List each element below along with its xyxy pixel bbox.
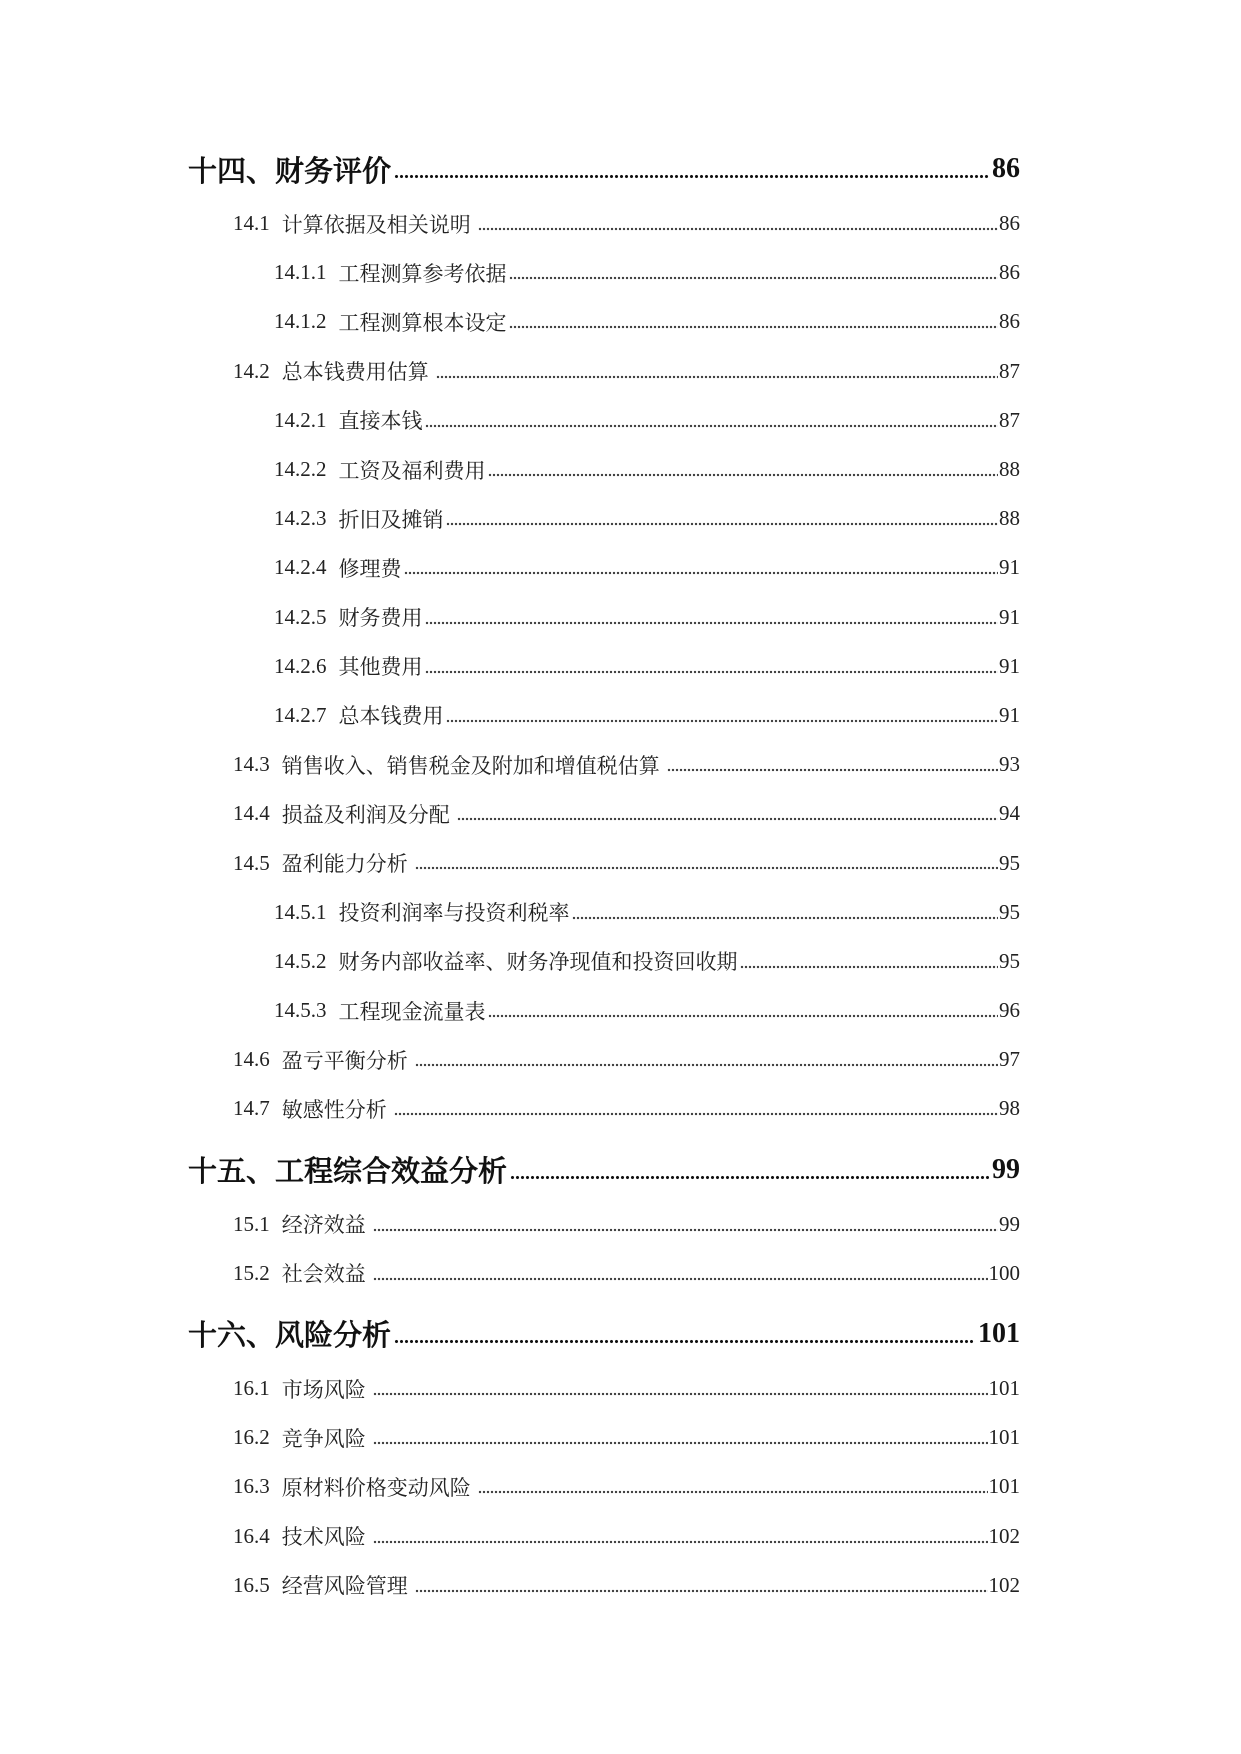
entry-number: 14.5.1 [274,899,327,924]
entry-number: 14.2.6 [274,653,327,678]
dot-leader [415,1561,988,1610]
toc-entry [188,543,1020,592]
toc-entry [188,1249,1020,1298]
page-number: 101 [978,1317,1020,1349]
entry-title: 损益及利润及分配 [281,802,450,827]
dot-leader [436,347,998,396]
toc-entry [188,1364,1020,1413]
page-number: 88 [999,457,1020,482]
entry-number: 14.2.3 [274,506,327,531]
dot-leader [446,494,999,543]
toc-entry [188,740,1020,789]
page-number: 95 [999,899,1020,924]
dot-leader [510,1140,989,1200]
heading-title: 十六、风险分析 [188,1318,392,1353]
dot-leader [394,1084,998,1133]
dot-leader [373,1249,988,1298]
entry-number: 14.1.1 [274,260,327,285]
entry-title: 工程测算根本设定 [338,310,507,335]
dot-leader [394,139,989,199]
entry-title: 原材料价格变动风险 [281,1475,471,1500]
toc-entry [188,888,1020,937]
entry-number: 15.2 [233,1260,270,1285]
page-number: 96 [999,998,1020,1023]
entry-title: 财务费用 [338,606,423,631]
entry-number: 14.2.7 [274,702,327,727]
toc-entry [188,1561,1020,1610]
dot-leader [572,888,999,937]
entry-number: 14.5.2 [274,948,327,973]
toc-entry [188,838,1020,887]
page-number: 94 [999,801,1020,826]
dot-leader [740,937,999,986]
heading-title: 十四、财务评价 [188,153,392,188]
entry-number: 14.1.2 [274,309,327,334]
page-number: 100 [988,1260,1020,1285]
page-number: 93 [999,752,1020,777]
dot-leader [415,1035,998,1084]
entry-title: 其他费用 [338,655,423,680]
table-of-contents [188,133,1020,1610]
page-number: 95 [999,948,1020,973]
toc-entry [188,396,1020,445]
toc-entry [188,691,1020,740]
entry-title: 技术风险 [281,1525,366,1550]
entry-number: 14.3 [233,752,270,777]
page-number: 98 [999,1096,1020,1121]
dot-leader [373,1413,988,1462]
toc-entry [188,1413,1020,1462]
toc-entry [188,445,1020,494]
toc-entry [188,347,1020,396]
toc-entry [188,494,1020,543]
dot-leader [478,199,998,248]
page-number: 101 [988,1376,1020,1401]
dot-leader [394,1304,975,1364]
toc-entry [188,199,1020,248]
page-number: 102 [988,1572,1020,1597]
heading-title: 十五、工程综合效益分析 [188,1154,508,1189]
entry-title: 总本钱费用估算 [281,360,429,385]
page-number: 102 [988,1523,1020,1548]
entry-title: 敏感性分析 [281,1097,387,1122]
toc-entry [188,986,1020,1035]
toc-entry [188,937,1020,986]
entry-number: 14.5.3 [274,998,327,1023]
dot-leader [446,691,999,740]
entry-number: 16.3 [233,1474,270,1499]
page-number: 86 [999,260,1020,285]
dot-leader [488,445,999,494]
entry-number: 16.4 [233,1523,270,1548]
dot-leader [488,986,999,1035]
entry-title: 社会效益 [281,1262,366,1287]
page-number: 86 [999,211,1020,236]
dot-leader [373,1200,998,1249]
page-number: 86 [992,153,1020,184]
dot-leader [415,838,998,887]
toc-heading [188,139,1020,199]
entry-title: 修理费 [338,556,402,581]
entry-number: 14.6 [233,1047,270,1072]
page-number: 95 [999,850,1020,875]
toc-entry [188,1084,1020,1133]
entry-number: 14.2 [233,358,270,383]
entry-number: 15.1 [233,1211,270,1236]
toc-entry [188,1200,1020,1249]
toc-entry [188,593,1020,642]
page-number: 99 [992,1153,1020,1185]
dot-leader [509,248,999,297]
dot-leader [425,396,999,445]
entry-title: 盈利能力分析 [281,852,408,877]
toc-entry [188,1462,1020,1511]
entry-title: 市场风险 [281,1377,366,1402]
entry-title: 投资利润率与投资利税率 [338,901,570,926]
entry-number: 16.5 [233,1572,270,1597]
entry-title: 计算依据及相关说明 [281,212,471,237]
toc-entry [188,248,1020,297]
page-number: 99 [999,1211,1020,1236]
entry-title: 直接本钱 [338,409,423,434]
entry-number: 16.2 [233,1425,270,1450]
entry-title: 经济效益 [281,1213,366,1238]
entry-number: 14.2.1 [274,407,327,432]
dot-leader [425,642,999,691]
dot-leader [478,1462,988,1511]
entry-title: 财务内部收益率、财务净现值和投资回收期 [338,950,738,975]
toc-entry [188,1512,1020,1561]
entry-number: 14.2.5 [274,604,327,629]
dot-leader [667,740,998,789]
entry-title: 总本钱费用 [338,704,444,729]
dot-leader [425,593,999,642]
entry-number: 14.2.4 [274,555,327,580]
entry-title: 工程测算参考依据 [338,261,507,286]
entry-number: 14.7 [233,1096,270,1121]
toc-entry [188,297,1020,346]
page-number: 91 [999,604,1020,629]
page-number: 91 [999,653,1020,678]
dot-leader [404,543,999,592]
page-number: 87 [999,358,1020,383]
toc-entry [188,789,1020,838]
toc-entry [188,1035,1020,1084]
page-number: 97 [999,1047,1020,1072]
page-number: 87 [999,407,1020,432]
toc-heading [188,1140,1020,1200]
entry-title: 工资及福利费用 [338,458,486,483]
entry-number: 14.2.2 [274,457,327,482]
dot-leader [457,789,998,838]
entry-title: 工程现金流量表 [338,999,486,1024]
entry-number: 14.1 [233,211,270,236]
page-number: 101 [988,1425,1020,1450]
dot-leader [373,1364,988,1413]
page-number: 101 [988,1474,1020,1499]
page-number: 91 [999,555,1020,580]
toc-entry [188,642,1020,691]
dot-leader [509,297,999,346]
page-number: 91 [999,702,1020,727]
page-number: 88 [999,506,1020,531]
entry-number: 14.4 [233,801,270,826]
dot-leader [373,1512,988,1561]
entry-number: 16.1 [233,1376,270,1401]
entry-title: 经营风险管理 [281,1574,408,1599]
entry-title: 折旧及摊销 [338,507,444,532]
entry-number: 14.5 [233,850,270,875]
page-number: 86 [999,309,1020,334]
toc-heading [188,1304,1020,1364]
entry-title: 盈亏平衡分析 [281,1048,408,1073]
entry-title: 竞争风险 [281,1426,366,1451]
entry-title: 销售收入、销售税金及附加和增值税估算 [281,753,660,778]
